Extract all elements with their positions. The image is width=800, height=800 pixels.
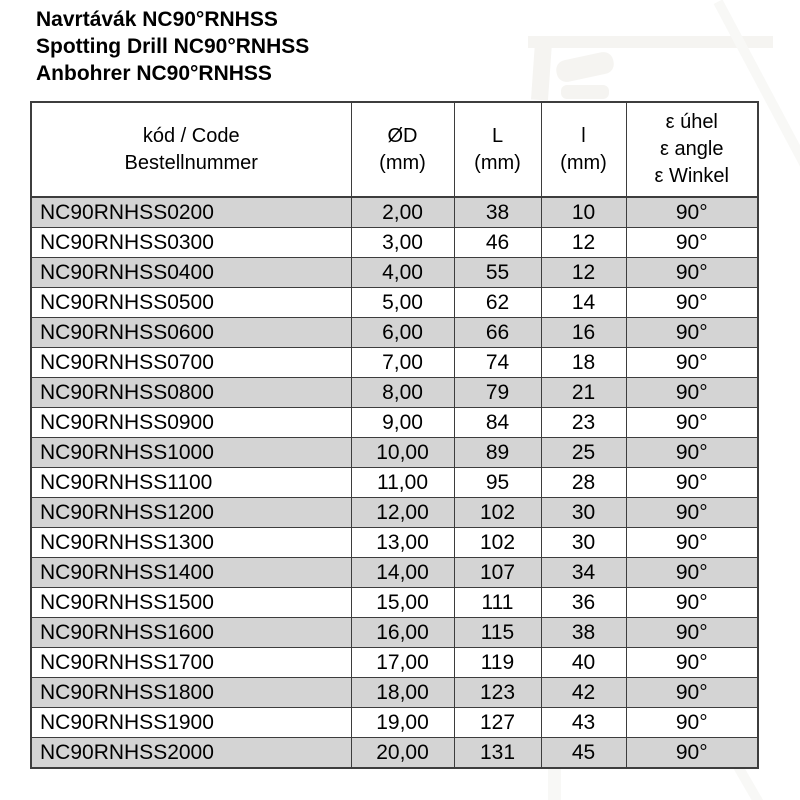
cell-L: 84	[454, 408, 541, 438]
cell-d: 10,00	[351, 438, 454, 468]
cell-L: 123	[454, 678, 541, 708]
cell-l: 14	[541, 288, 626, 318]
cell-L: 115	[454, 618, 541, 648]
cell-l: 25	[541, 438, 626, 468]
cell-code: NC90RNHSS1700	[31, 648, 351, 678]
cell-angle: 90°	[626, 678, 758, 708]
page-title	[36, 6, 309, 87]
cell-l: 43	[541, 708, 626, 738]
cell-angle: 90°	[626, 558, 758, 588]
cell-code: NC90RNHSS1000	[31, 438, 351, 468]
cell-code: NC90RNHSS1500	[31, 588, 351, 618]
cell-L: 46	[454, 228, 541, 258]
cell-l: 28	[541, 468, 626, 498]
cell-L: 55	[454, 258, 541, 288]
cell-d: 14,00	[351, 558, 454, 588]
cell-d: 4,00	[351, 258, 454, 288]
col-header-angle: ε úhel ε angle ε Winkel	[626, 102, 758, 197]
cell-l: 10	[541, 197, 626, 228]
table-row	[31, 618, 758, 648]
cell-code: NC90RNHSS1800	[31, 678, 351, 708]
cell-angle: 90°	[626, 648, 758, 678]
cell-code: NC90RNHSS0600	[31, 318, 351, 348]
cell-angle: 90°	[626, 468, 758, 498]
table-row	[31, 408, 758, 438]
cell-code: NC90RNHSS0900	[31, 408, 351, 438]
cell-l: 34	[541, 558, 626, 588]
table-row	[31, 528, 758, 558]
cell-angle: 90°	[626, 258, 758, 288]
cell-l: 16	[541, 318, 626, 348]
col-header-code: kód / Code Bestellnummer	[31, 102, 351, 197]
cell-L: 102	[454, 528, 541, 558]
cell-angle: 90°	[626, 588, 758, 618]
cell-code: NC90RNHSS1900	[31, 708, 351, 738]
cell-code: NC90RNHSS1200	[31, 498, 351, 528]
col-header-overall-length: L (mm)	[454, 102, 541, 197]
cell-l: 30	[541, 498, 626, 528]
cell-L: 95	[454, 468, 541, 498]
cell-l: 30	[541, 528, 626, 558]
cell-l: 42	[541, 678, 626, 708]
cell-angle: 90°	[626, 228, 758, 258]
cell-angle: 90°	[626, 738, 758, 769]
cell-code: NC90RNHSS1400	[31, 558, 351, 588]
table-row	[31, 498, 758, 528]
cell-l: 40	[541, 648, 626, 678]
table-row	[31, 438, 758, 468]
cell-angle: 90°	[626, 498, 758, 528]
cell-code: NC90RNHSS2000	[31, 738, 351, 769]
cell-L: 62	[454, 288, 541, 318]
cell-l: 38	[541, 618, 626, 648]
title-english: Spotting Drill NC90°RNHSS	[36, 35, 310, 58]
spec-table	[30, 101, 759, 769]
cell-L: 107	[454, 558, 541, 588]
cell-l: 12	[541, 228, 626, 258]
cell-l: 45	[541, 738, 626, 769]
cell-d: 6,00	[351, 318, 454, 348]
cell-d: 17,00	[351, 648, 454, 678]
cell-L: 102	[454, 498, 541, 528]
table-body	[31, 197, 758, 768]
title-german: Anbohrer NC90°RNHSS	[36, 62, 272, 85]
table-row	[31, 348, 758, 378]
cell-d: 2,00	[351, 197, 454, 228]
cell-angle: 90°	[626, 288, 758, 318]
cell-code: NC90RNHSS0800	[31, 378, 351, 408]
cell-angle: 90°	[626, 318, 758, 348]
cell-d: 11,00	[351, 468, 454, 498]
cell-code: NC90RNHSS0300	[31, 228, 351, 258]
cell-d: 5,00	[351, 288, 454, 318]
table-row	[31, 197, 758, 228]
table-row	[31, 318, 758, 348]
table-row	[31, 588, 758, 618]
cell-d: 16,00	[351, 618, 454, 648]
cell-L: 127	[454, 708, 541, 738]
table-row	[31, 258, 758, 288]
cell-l: 12	[541, 258, 626, 288]
table-row	[31, 378, 758, 408]
cell-d: 3,00	[351, 228, 454, 258]
header-row	[31, 102, 758, 197]
cell-l: 36	[541, 588, 626, 618]
cell-d: 12,00	[351, 498, 454, 528]
cell-L: 131	[454, 738, 541, 769]
cell-code: NC90RNHSS0500	[31, 288, 351, 318]
cell-angle: 90°	[626, 348, 758, 378]
cell-d: 7,00	[351, 348, 454, 378]
cell-d: 19,00	[351, 708, 454, 738]
cell-angle: 90°	[626, 618, 758, 648]
cell-d: 9,00	[351, 408, 454, 438]
title-czech: Navrtávák NC90°RNHSS	[36, 8, 278, 31]
cell-code: NC90RNHSS1300	[31, 528, 351, 558]
cell-angle: 90°	[626, 378, 758, 408]
table-row	[31, 708, 758, 738]
cell-L: 119	[454, 648, 541, 678]
table-row	[31, 558, 758, 588]
cell-d: 13,00	[351, 528, 454, 558]
watermark-blob	[554, 50, 615, 84]
cell-d: 18,00	[351, 678, 454, 708]
cell-L: 79	[454, 378, 541, 408]
cell-angle: 90°	[626, 438, 758, 468]
cell-code: NC90RNHSS0700	[31, 348, 351, 378]
table-row	[31, 648, 758, 678]
cell-L: 66	[454, 318, 541, 348]
cell-l: 21	[541, 378, 626, 408]
cell-L: 38	[454, 197, 541, 228]
table-row	[31, 468, 758, 498]
col-header-flute-length: l (mm)	[541, 102, 626, 197]
cell-angle: 90°	[626, 197, 758, 228]
col-header-diameter: ØD (mm)	[351, 102, 454, 197]
cell-L: 89	[454, 438, 541, 468]
cell-l: 18	[541, 348, 626, 378]
cell-d: 8,00	[351, 378, 454, 408]
cell-angle: 90°	[626, 528, 758, 558]
table-row	[31, 678, 758, 708]
cell-angle: 90°	[626, 408, 758, 438]
cell-d: 20,00	[351, 738, 454, 769]
table-row	[31, 228, 758, 258]
table-row	[31, 288, 758, 318]
cell-code: NC90RNHSS0200	[31, 197, 351, 228]
cell-l: 23	[541, 408, 626, 438]
table-row	[31, 738, 758, 769]
cell-angle: 90°	[626, 708, 758, 738]
cell-code: NC90RNHSS1600	[31, 618, 351, 648]
cell-code: NC90RNHSS0400	[31, 258, 351, 288]
watermark-blob	[561, 85, 609, 99]
cell-L: 74	[454, 348, 541, 378]
cell-L: 111	[454, 588, 541, 618]
watermark-stem	[531, 41, 552, 100]
cell-d: 15,00	[351, 588, 454, 618]
cell-code: NC90RNHSS1100	[31, 468, 351, 498]
